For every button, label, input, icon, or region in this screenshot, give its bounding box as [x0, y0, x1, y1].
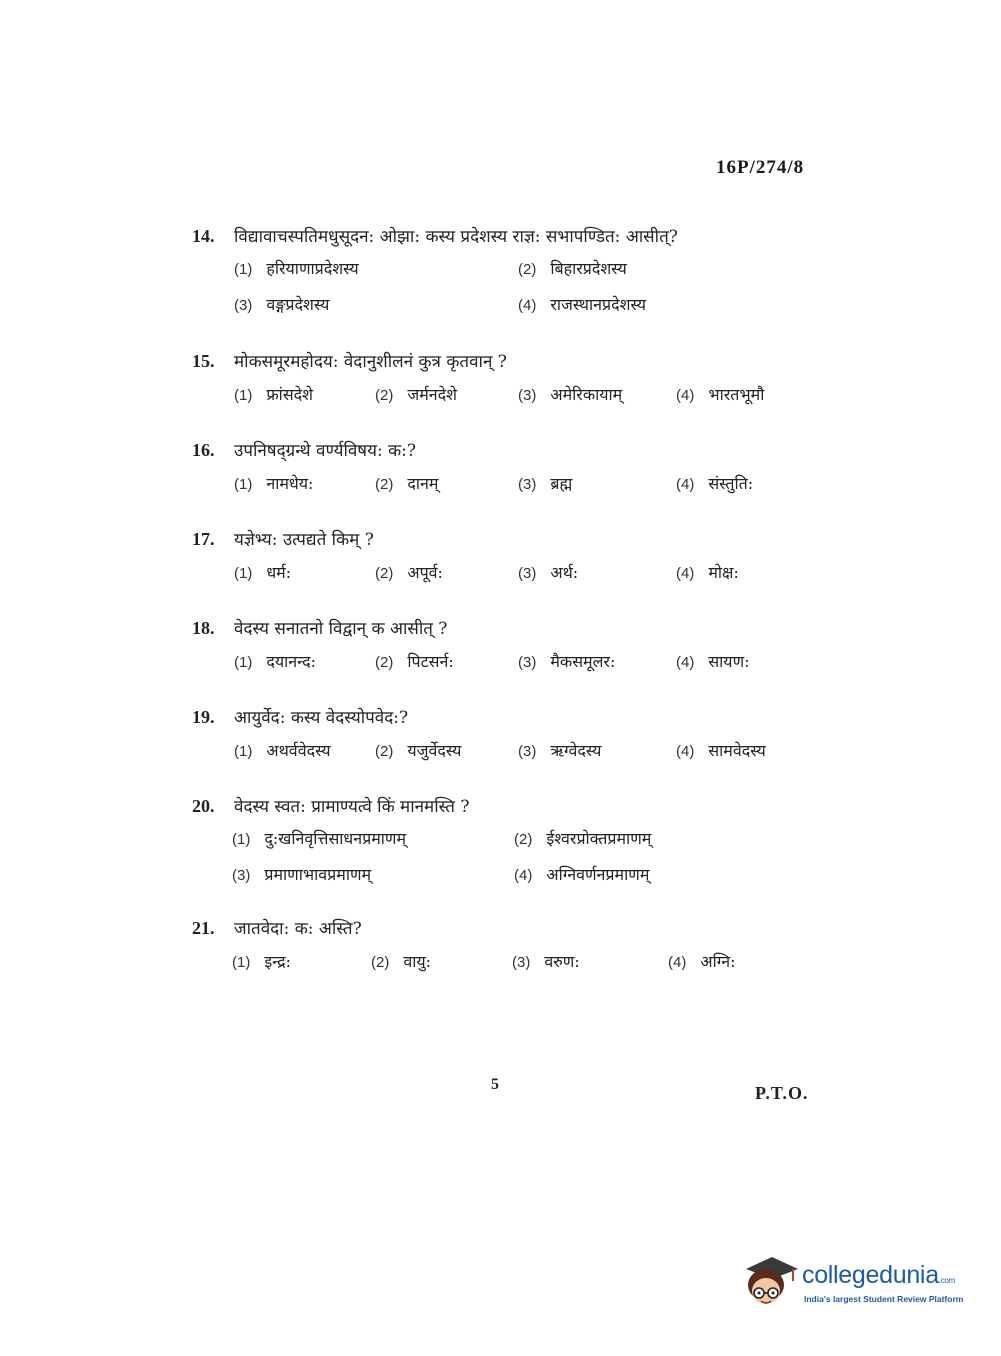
option-4: (4) सामवेदस्य — [676, 741, 766, 760]
brand-tagline: India's largest Student Review Platform — [804, 1294, 964, 1304]
option-3: (3) अर्थ: — [518, 563, 579, 582]
option-1: (1) इन्द्र: — [232, 952, 292, 971]
question-20 — [192, 794, 832, 894]
options-row — [192, 822, 832, 858]
option-2: (2) बिहारप्रदेशस्य — [518, 259, 627, 278]
option-4: (4) भारतभूमौ — [676, 385, 765, 404]
option-1: (1) दयानन्द: — [234, 652, 316, 671]
question-number: 16. — [192, 440, 215, 460]
option-3: (3) ऋग्वेदस्य — [518, 741, 602, 760]
options-row — [192, 733, 832, 767]
question-16 — [192, 438, 832, 500]
question-text: वेदस्य स्वत: प्रामाण्यत्वे किं मानमस्ति ? — [234, 797, 470, 817]
question-text: उपनिषद्ग्रन्थे वर्ण्यविषय: क:? — [234, 441, 417, 461]
paper-code: 16P/274/8 — [716, 157, 805, 178]
question-number: 18. — [192, 618, 215, 638]
option-4: (4) सायण: — [676, 652, 750, 671]
option-2: (2) दानम् — [375, 474, 439, 493]
brand-suffix: .com — [938, 1276, 955, 1285]
question-21 — [192, 916, 832, 978]
mascot-logo-icon — [742, 1251, 800, 1311]
option-2: (2) पिटसर्न: — [375, 652, 454, 671]
option-1: (1) हरियाणाप्रदेशस्य — [234, 259, 359, 278]
options-row — [192, 944, 832, 978]
question-14 — [192, 224, 832, 324]
question-text: जातवेदा: क: अस्ति? — [234, 919, 362, 939]
options-row — [192, 288, 832, 324]
options-row — [192, 377, 832, 411]
question-text: आयुर्वेद: कस्य वेदस्योपवेद:? — [234, 708, 409, 728]
question-number: 15. — [192, 351, 215, 371]
option-3: (3) मैकसमूलर: — [518, 652, 616, 671]
option-2: (2) अपूर्व: — [375, 563, 443, 582]
question-number: 20. — [192, 796, 215, 816]
option-2: (2) ईश्वरप्रोक्तप्रमाणम् — [514, 829, 652, 848]
question-text: यज्ञेभ्य: उत्पद्यते किम् ? — [234, 530, 374, 550]
question-text: विद्यावाचस्पतिमधुसूदन: ओझा: कस्य प्रदेशस्य राज्ञ: सभापण्डित: आसीत्? — [234, 227, 678, 247]
option-3: (3) अमेरिकायाम् — [518, 385, 623, 404]
question-15 — [192, 349, 832, 411]
options-row — [192, 644, 832, 678]
brand-watermark — [742, 1247, 972, 1317]
option-1: (1) नामधेय: — [234, 474, 314, 493]
question-number: 14. — [192, 226, 215, 246]
option-4: (4) अग्निवर्णनप्रमाणम् — [514, 865, 650, 884]
question-18 — [192, 616, 832, 678]
question-19 — [192, 705, 832, 767]
option-1: (1) धर्म: — [234, 563, 292, 582]
options-row — [192, 252, 832, 288]
option-4: (4) राजस्थानप्रदेशस्य — [518, 295, 647, 314]
option-4: (4) अग्नि: — [668, 952, 736, 971]
pto-label: P.T.O. — [755, 1083, 809, 1103]
question-text: मोकसमूरमहोदय: वेदानुशीलनं कुत्र कृतवान् ? — [234, 352, 507, 372]
page-number: 5 — [491, 1076, 499, 1093]
option-2: (2) जर्मनदेशे — [375, 385, 458, 404]
question-17 — [192, 527, 832, 589]
option-4: (4) संस्तुति: — [676, 474, 754, 493]
brand-name: collegedunia.com — [802, 1261, 955, 1289]
option-3: (3) ब्रह्म — [518, 474, 573, 493]
question-number: 17. — [192, 529, 215, 549]
option-1: (1) अथर्ववेदस्य — [234, 741, 331, 760]
option-2: (2) वायु: — [371, 952, 432, 971]
options-row — [192, 858, 832, 894]
option-2: (2) यजुर्वेदस्य — [375, 741, 462, 760]
question-text: वेदस्य सनातनो विद्वान् क आसीत् ? — [234, 619, 448, 639]
option-4: (4) मोक्ष: — [676, 563, 739, 582]
question-number: 19. — [192, 707, 215, 727]
option-3: (3) वरुण: — [512, 952, 580, 971]
option-3: (3) प्रमाणाभावप्रमाणम् — [232, 865, 372, 884]
option-1: (1) फ्रांसदेशे — [234, 385, 314, 404]
option-1: (1) दु:खनिवृत्तिसाधनप्रमाणम् — [232, 829, 407, 848]
option-3: (3) वङ्गप्रदेशस्य — [234, 295, 330, 314]
options-row — [192, 466, 832, 500]
options-row — [192, 555, 832, 589]
question-number: 21. — [192, 918, 215, 938]
